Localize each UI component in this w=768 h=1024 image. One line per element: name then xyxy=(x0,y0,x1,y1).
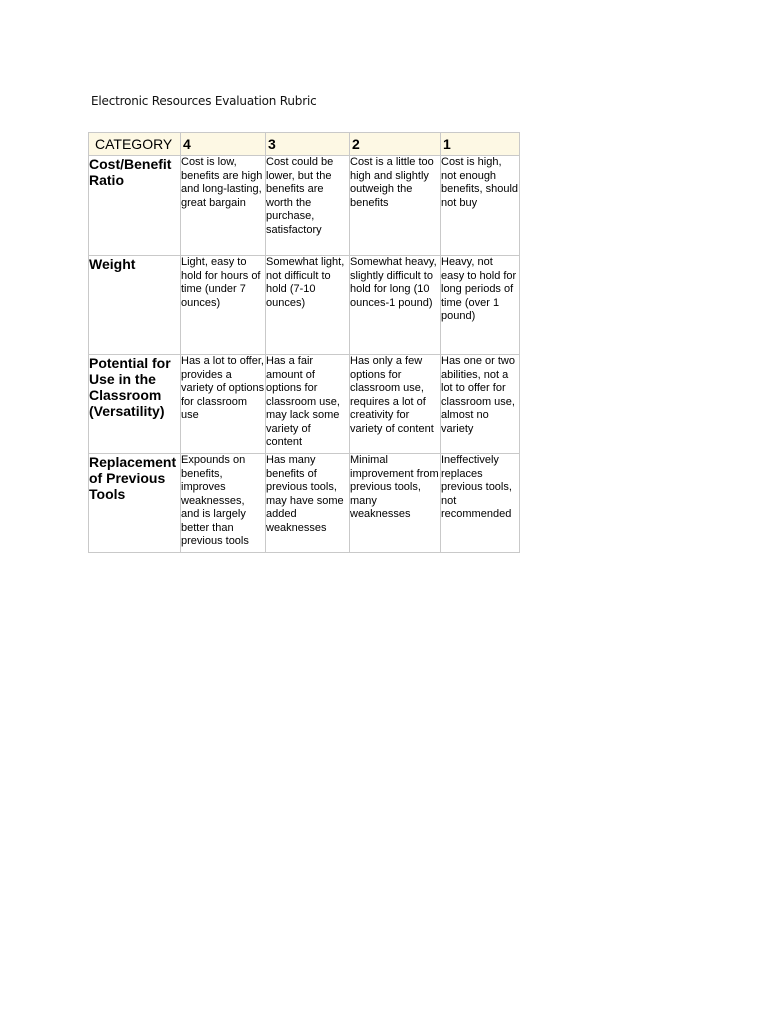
table-row xyxy=(89,355,520,454)
cell-score-3: Somewhat light, not difficult to hold (7-10 ounces) xyxy=(266,256,350,355)
cell-score-2: Minimal improvement from previous tools, many weaknesses xyxy=(350,454,441,553)
cell-score-1: Ineffectively replaces previous tools, not recommended xyxy=(441,454,520,553)
cell-score-2: Has only a few options for classroom use, requires a lot of creativity for variety of content xyxy=(350,355,441,454)
header-score-2: 2 xyxy=(350,133,441,156)
header-row xyxy=(89,133,520,156)
row-category-replacement: Replacement of Previous Tools xyxy=(89,454,181,553)
header-score-3: 3 xyxy=(266,133,350,156)
header-category: CATEGORY xyxy=(89,133,181,156)
cell-score-4: Cost is low, benefits are high and long-lasting, great bargain xyxy=(181,156,266,256)
cell-score-2: Somewhat heavy, slightly difficult to hold for long (10 ounces-1 pound) xyxy=(350,256,441,355)
row-category-cost-benefit: Cost/Benefit Ratio xyxy=(89,156,181,256)
cell-score-4: Expounds on benefits, improves weaknesses, and is largely better than previous tools xyxy=(181,454,266,553)
cell-score-3: Has a fair amount of options for classroom use, may lack some variety of content xyxy=(266,355,350,454)
cell-score-3: Cost could be lower, but the benefits are worth the purchase, satisfactory xyxy=(266,156,350,256)
row-category-versatility: Potential for Use in the Classroom (Versatility) xyxy=(89,355,181,454)
table-row xyxy=(89,256,520,355)
header-score-4: 4 xyxy=(181,133,266,156)
cell-score-4: Has a lot to offer, provides a variety of options for classroom use xyxy=(181,355,266,454)
table-row xyxy=(89,156,520,256)
cell-score-1: Cost is high, not enough benefits, should not buy xyxy=(441,156,520,256)
document-title: Electronic Resources Evaluation Rubric xyxy=(91,94,317,108)
cell-score-1: Has one or two abilities, not a lot to offer for classroom use, almost no variety xyxy=(441,355,520,454)
cell-score-3: Has many benefits of previous tools, may have some added weaknesses xyxy=(266,454,350,553)
row-category-weight: Weight xyxy=(89,256,181,355)
cell-score-1: Heavy, not easy to hold for long periods of time (over 1 pound) xyxy=(441,256,520,355)
rubric-table xyxy=(88,132,520,553)
header-score-1: 1 xyxy=(441,133,520,156)
cell-score-2: Cost is a little too high and slightly outweigh the benefits xyxy=(350,156,441,256)
table-row xyxy=(89,454,520,553)
cell-score-4: Light, easy to hold for hours of time (under 7 ounces) xyxy=(181,256,266,355)
